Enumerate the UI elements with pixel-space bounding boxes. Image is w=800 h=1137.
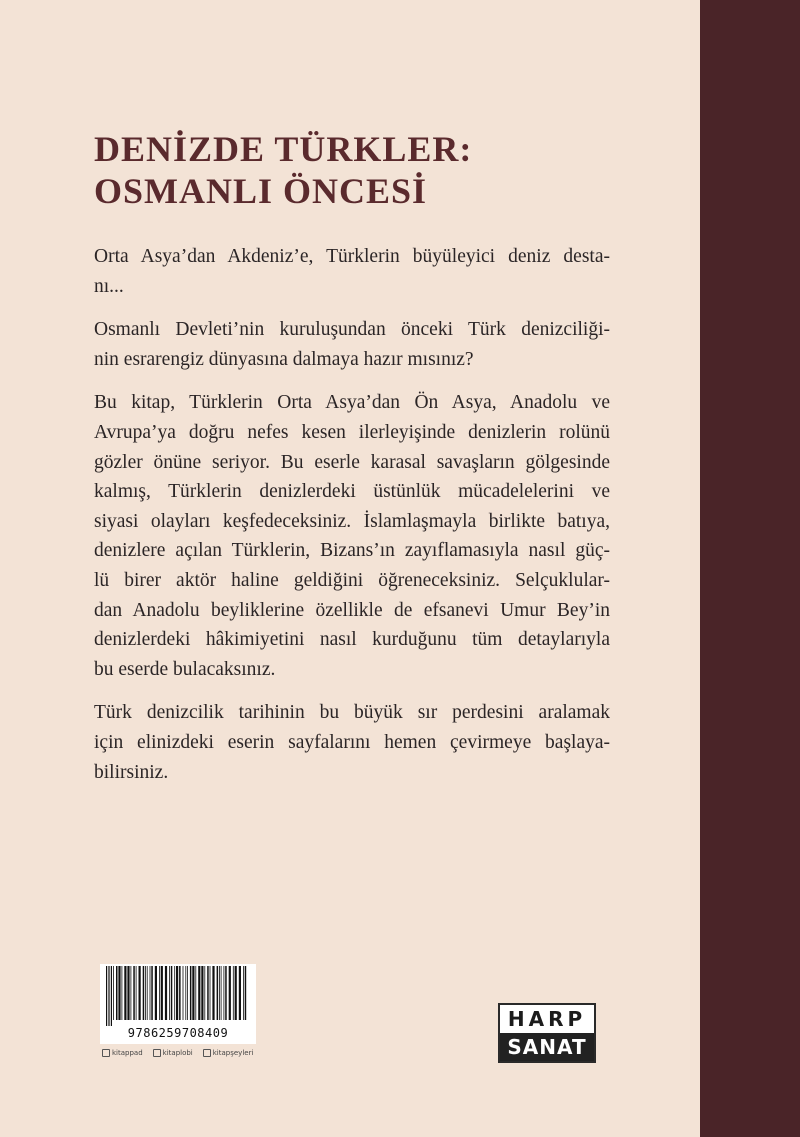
barcode-bar: [179, 966, 181, 1020]
barcode-bar: [145, 966, 146, 1020]
store-logo: [203, 1049, 254, 1057]
barcode-bar: [106, 966, 107, 1026]
text-line: denizlere açılan Türklerin, Bizans’ın zayıflamasıyla nasıl güç-: [94, 540, 610, 562]
store-name: kitaplobi: [162, 1049, 193, 1057]
barcode-bar: [108, 966, 109, 1026]
barcode-bar: [210, 966, 211, 1020]
paragraph-4: [94, 698, 610, 787]
barcode-bar: [127, 966, 129, 1020]
text-line: nı...: [94, 275, 124, 297]
store-logo: [102, 1049, 143, 1057]
title-line-1: DENİZDE TÜRKLER:: [94, 129, 473, 169]
barcode-bar: [195, 966, 196, 1020]
store-name: kitappad: [112, 1049, 143, 1057]
barcode-bar: [169, 966, 170, 1020]
barcode-bar: [245, 966, 247, 1020]
barcode-bar: [192, 966, 194, 1020]
barcode-bar: [198, 966, 200, 1020]
store-logo: [153, 1049, 193, 1057]
publisher-logo-bottom: SANAT: [500, 1033, 594, 1061]
barcode-bar: [122, 966, 123, 1020]
text-line: dan Anadolu beyliklerine özellikle de efsanevi Umur Bey’in: [94, 599, 610, 621]
text-line: Osmanlı Devleti’nin kuruluşundan önceki Türk denizciliği-: [94, 319, 610, 341]
store-icon: [102, 1049, 110, 1057]
blurb: [94, 242, 610, 801]
barcode-bar: [225, 966, 227, 1020]
text-line: bilirsiniz.: [94, 761, 169, 783]
barcode-bar: [116, 966, 118, 1020]
barcode-bar: [204, 966, 205, 1020]
spine: [700, 0, 800, 1137]
text-line: bu eserde bulacaksınız.: [94, 658, 276, 680]
barcode-bar: [133, 966, 135, 1020]
barcode-bar: [143, 966, 145, 1020]
barcode-bar: [113, 966, 114, 1020]
barcode-bar: [212, 966, 214, 1020]
barcode-bar: [217, 966, 219, 1020]
text-line: kalmış, Türklerin denizlerdeki üstünlük mücadelelerini ve: [94, 481, 610, 503]
barcode-bar: [243, 966, 244, 1020]
text-line: siyasi olayları keşfedeceksiniz. İslamlaşmayla birlikte batıya,: [94, 510, 610, 532]
barcode-bar: [235, 966, 237, 1020]
barcode-bar: [201, 966, 203, 1020]
barcode-bar: [159, 966, 160, 1020]
paragraph-2: [94, 315, 610, 374]
barcode-bar: [229, 966, 231, 1020]
barcode-bar: [174, 966, 175, 1020]
barcode-bar: [187, 966, 188, 1020]
barcode-bar: [151, 966, 153, 1020]
barcode-bar: [207, 966, 209, 1020]
barcode-bar: [233, 966, 234, 1020]
barcode-bar: [183, 966, 184, 1020]
barcode-bar: [155, 966, 157, 1020]
text-line: için elinizdeki eserin sayfalarını hemen çevirmeye başlaya-: [94, 731, 610, 753]
barcode-bar: [190, 966, 192, 1020]
barcode-bar: [136, 966, 137, 1020]
text-line: Orta Asya’dan Akdeniz’e, Türklerin büyüleyici deniz desta-: [94, 246, 610, 267]
barcode-bar: [176, 966, 178, 1020]
barcode-bar: [147, 966, 148, 1020]
store-name: kitapşeyleri: [212, 1049, 254, 1057]
book-title: [94, 128, 654, 212]
store-icon: [203, 1049, 211, 1057]
barcode-bar: [219, 966, 220, 1020]
barcode-bar: [221, 966, 222, 1020]
title-line-2: OSMANLI ÖNCESİ: [94, 171, 428, 211]
barcode-bars: [100, 964, 256, 1026]
barcode-bar: [239, 966, 241, 1020]
publisher-logo: [498, 1003, 596, 1063]
store-icon: [153, 1049, 161, 1057]
paragraph-3: [94, 388, 610, 684]
barcode-bar: [185, 966, 186, 1020]
barcode-bar: [139, 966, 141, 1020]
store-logos: [102, 1047, 258, 1059]
text-line: nin esrarengiz dünyasına dalmaya hazır mısınız?: [94, 348, 474, 370]
barcode-bar: [165, 966, 167, 1020]
text-line: lü birer aktör haline geldiğini öğreneceksiniz. Selçuklular-: [94, 569, 610, 591]
barcode-bar: [124, 966, 126, 1020]
barcode-bar: [118, 966, 120, 1020]
publisher-logo-top: HARP: [507, 1007, 587, 1031]
barcode-bar: [111, 966, 112, 1026]
text-line: Türk denizcilik tarihinin bu büyük sır perdesini aralamak: [94, 702, 610, 724]
paragraph-1: [94, 242, 610, 301]
text-line: Avrupa’ya doğru nefes kesen ilerleyişinde denizlerin rolünü: [94, 421, 610, 443]
text-line: denizlerdeki hâkimiyetini nasıl kurduğunu tüm detaylarıyla: [94, 629, 610, 651]
barcode-bar: [131, 966, 132, 1020]
isbn-barcode: [100, 964, 256, 1044]
barcode-bar: [150, 966, 151, 1020]
text-line: Bu kitap, Türklerin Orta Asya’dan Ön Asya, Anadolu ve: [94, 392, 610, 414]
barcode-bar: [171, 966, 173, 1020]
text-line: gözler önüne seriyor. Bu eserle karasal savaşların gölgesinde: [94, 451, 610, 473]
isbn-number: 9786259708409: [127, 1026, 229, 1040]
barcode-bar: [224, 966, 225, 1020]
barcode-bar: [161, 966, 163, 1020]
